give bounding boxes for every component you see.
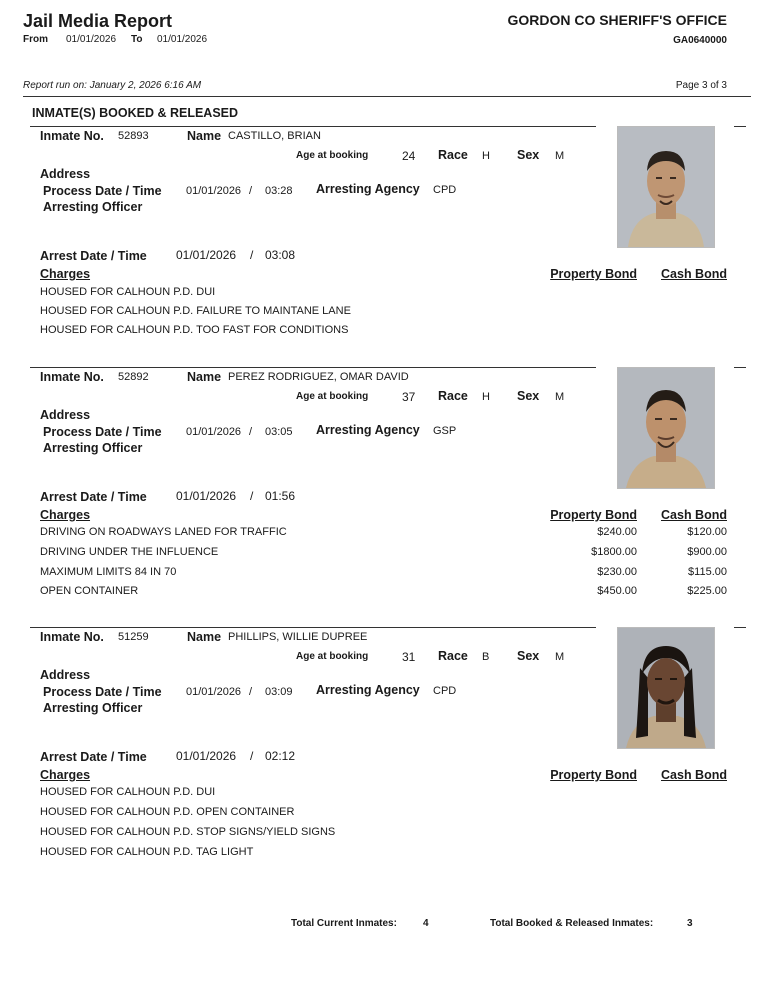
inmate-divider xyxy=(30,627,596,628)
arresting-officer-label: Arresting Officer xyxy=(43,441,143,455)
property-bond-label: Property Bond xyxy=(550,508,637,522)
address-label: Address xyxy=(40,408,91,422)
inmate-sex: M xyxy=(555,651,565,663)
arresting-officer-label: Arresting Officer xyxy=(43,200,143,214)
date-time-separator: / xyxy=(249,686,253,698)
charges-label: Charges xyxy=(40,768,91,782)
inmate-number: 52893 xyxy=(118,130,149,142)
total-current-inmates-label: Total Current Inmates: xyxy=(291,918,397,929)
charge-description: HOUSED FOR CALHOUN P.D. OPEN CONTAINER xyxy=(40,806,295,818)
charge-description: OPEN CONTAINER xyxy=(40,585,139,597)
process-date: 01/01/2026 xyxy=(186,686,242,698)
date-time-separator: / xyxy=(249,185,253,197)
name-label: Name xyxy=(187,370,222,384)
charge-description: HOUSED FOR CALHOUN P.D. STOP SIGNS/YIELD SIGNS xyxy=(40,826,336,838)
sheriff-office-name: GORDON CO SHERIFF'S OFFICE xyxy=(507,12,727,28)
age-label: Age at booking xyxy=(296,150,369,161)
page-number: Page 3 of 3 xyxy=(675,80,727,91)
arresting-agency: GSP xyxy=(433,425,457,437)
arrest-time: 03:08 xyxy=(265,248,296,262)
cash-bond-amount: $900.00 xyxy=(687,546,727,558)
arrest-time: 01:56 xyxy=(265,489,296,503)
arresting-agency-label: Arresting Agency xyxy=(316,182,420,196)
cash-bond-label: Cash Bond xyxy=(661,508,727,522)
arrest-date-label: Arrest Date / Time xyxy=(40,490,147,504)
cash-bond-label: Cash Bond xyxy=(661,768,727,782)
age-label: Age at booking xyxy=(296,651,369,662)
charges-label: Charges xyxy=(40,267,91,281)
address-label: Address xyxy=(40,167,91,181)
inmate-age: 37 xyxy=(402,390,416,404)
inmate-number: 52892 xyxy=(118,371,149,383)
mugshot-photo xyxy=(617,126,715,248)
arrest-date-label: Arrest Date / Time xyxy=(40,249,147,263)
arresting-agency: CPD xyxy=(433,685,457,697)
arrest-date-label: Arrest Date / Time xyxy=(40,750,147,764)
arrest-time: 02:12 xyxy=(265,749,296,763)
inmate-sex: M xyxy=(555,391,565,403)
charge-description: DRIVING ON ROADWAYS LANED FOR TRAFFIC xyxy=(40,526,287,538)
sex-label: Sex xyxy=(517,148,540,162)
property-bond-label: Property Bond xyxy=(550,768,637,782)
report-run-timestamp: Report run on: January 2, 2026 6:16 AM xyxy=(23,80,202,91)
inmate-name: PEREZ RODRIGUEZ, OMAR DAVID xyxy=(228,371,409,383)
date-time-separator: / xyxy=(249,426,253,438)
header-divider xyxy=(23,96,751,97)
arrest-date: 01/01/2026 xyxy=(176,489,237,503)
inmate-race: H xyxy=(482,150,490,162)
mugshot-photo xyxy=(617,367,715,489)
from-date: 01/01/2026 xyxy=(66,34,117,45)
to-label: To xyxy=(131,34,143,45)
charge-description: DRIVING UNDER THE INFLUENCE xyxy=(40,546,219,558)
arresting-agency-label: Arresting Agency xyxy=(316,423,420,437)
address-label: Address xyxy=(40,668,91,682)
section-title: INMATE(S) BOOKED & RELEASED xyxy=(32,106,239,120)
inmate-divider xyxy=(30,126,596,127)
charge-description: HOUSED FOR CALHOUN P.D. TAG LIGHT xyxy=(40,846,254,858)
to-date: 01/01/2026 xyxy=(157,34,208,45)
cash-bond-label: Cash Bond xyxy=(661,267,727,281)
inmate-sex: M xyxy=(555,150,565,162)
inmate-number: 51259 xyxy=(118,631,149,643)
inmate-age: 24 xyxy=(402,149,416,163)
charge-description: HOUSED FOR CALHOUN P.D. FAILURE TO MAINTANE LANE xyxy=(40,305,351,317)
mugshot-photo xyxy=(617,627,715,749)
total-booked-released-label: Total Booked & Released Inmates: xyxy=(490,918,654,929)
charge-description: HOUSED FOR CALHOUN P.D. DUI xyxy=(40,286,216,298)
arrest-date: 01/01/2026 xyxy=(176,749,237,763)
date-time-separator: / xyxy=(250,749,254,763)
inmate-divider-tick xyxy=(734,367,746,368)
inmate-race: B xyxy=(482,651,490,663)
charge-description: HOUSED FOR CALHOUN P.D. TOO FAST FOR CONDITIONS xyxy=(40,324,349,336)
process-time: 03:09 xyxy=(265,686,293,698)
inmate-name: PHILLIPS, WILLIE DUPREE xyxy=(228,631,368,643)
date-time-separator: / xyxy=(250,248,254,262)
age-label: Age at booking xyxy=(296,391,369,402)
cash-bond-amount: $115.00 xyxy=(688,566,727,578)
process-date-label: Process Date / Time xyxy=(43,685,162,699)
property-bond-amount: $230.00 xyxy=(597,566,637,578)
name-label: Name xyxy=(187,630,222,644)
arresting-agency-label: Arresting Agency xyxy=(316,683,420,697)
process-time: 03:28 xyxy=(265,185,293,197)
race-label: Race xyxy=(438,148,468,162)
property-bond-amount: $450.00 xyxy=(597,585,637,597)
inmate-divider-tick xyxy=(734,126,746,127)
inmate-divider-tick xyxy=(734,627,746,628)
agency-code: GA0640000 xyxy=(673,35,727,46)
sex-label: Sex xyxy=(517,389,540,403)
inmate-no-label: Inmate No. xyxy=(40,370,104,384)
race-label: Race xyxy=(438,649,468,663)
inmate-race: H xyxy=(482,391,490,403)
property-bond-amount: $1800.00 xyxy=(591,546,637,558)
report-title: Jail Media Report xyxy=(23,11,173,31)
inmate-no-label: Inmate No. xyxy=(40,129,104,143)
charges-label: Charges xyxy=(40,508,91,522)
arrest-date: 01/01/2026 xyxy=(176,248,237,262)
process-date-label: Process Date / Time xyxy=(43,425,162,439)
inmate-age: 31 xyxy=(402,650,416,664)
charge-description: HOUSED FOR CALHOUN P.D. DUI xyxy=(40,786,216,798)
date-time-separator: / xyxy=(250,489,254,503)
process-date-label: Process Date / Time xyxy=(43,184,162,198)
process-date: 01/01/2026 xyxy=(186,426,242,438)
inmate-name: CASTILLO, BRIAN xyxy=(228,130,321,142)
cash-bond-amount: $120.00 xyxy=(687,526,727,538)
race-label: Race xyxy=(438,389,468,403)
property-bond-amount: $240.00 xyxy=(597,526,637,538)
total-current-inmates-value: 4 xyxy=(423,918,429,929)
process-date: 01/01/2026 xyxy=(186,185,242,197)
charge-description: MAXIMUM LIMITS 84 IN 70 xyxy=(40,566,177,578)
arresting-officer-label: Arresting Officer xyxy=(43,701,143,715)
sex-label: Sex xyxy=(517,649,540,663)
inmate-no-label: Inmate No. xyxy=(40,630,104,644)
from-label: From xyxy=(23,34,48,45)
total-booked-released-value: 3 xyxy=(687,918,693,929)
process-time: 03:05 xyxy=(265,426,293,438)
name-label: Name xyxy=(187,129,222,143)
arresting-agency: CPD xyxy=(433,184,457,196)
inmate-divider xyxy=(30,367,596,368)
cash-bond-amount: $225.00 xyxy=(687,585,727,597)
property-bond-label: Property Bond xyxy=(550,267,637,281)
